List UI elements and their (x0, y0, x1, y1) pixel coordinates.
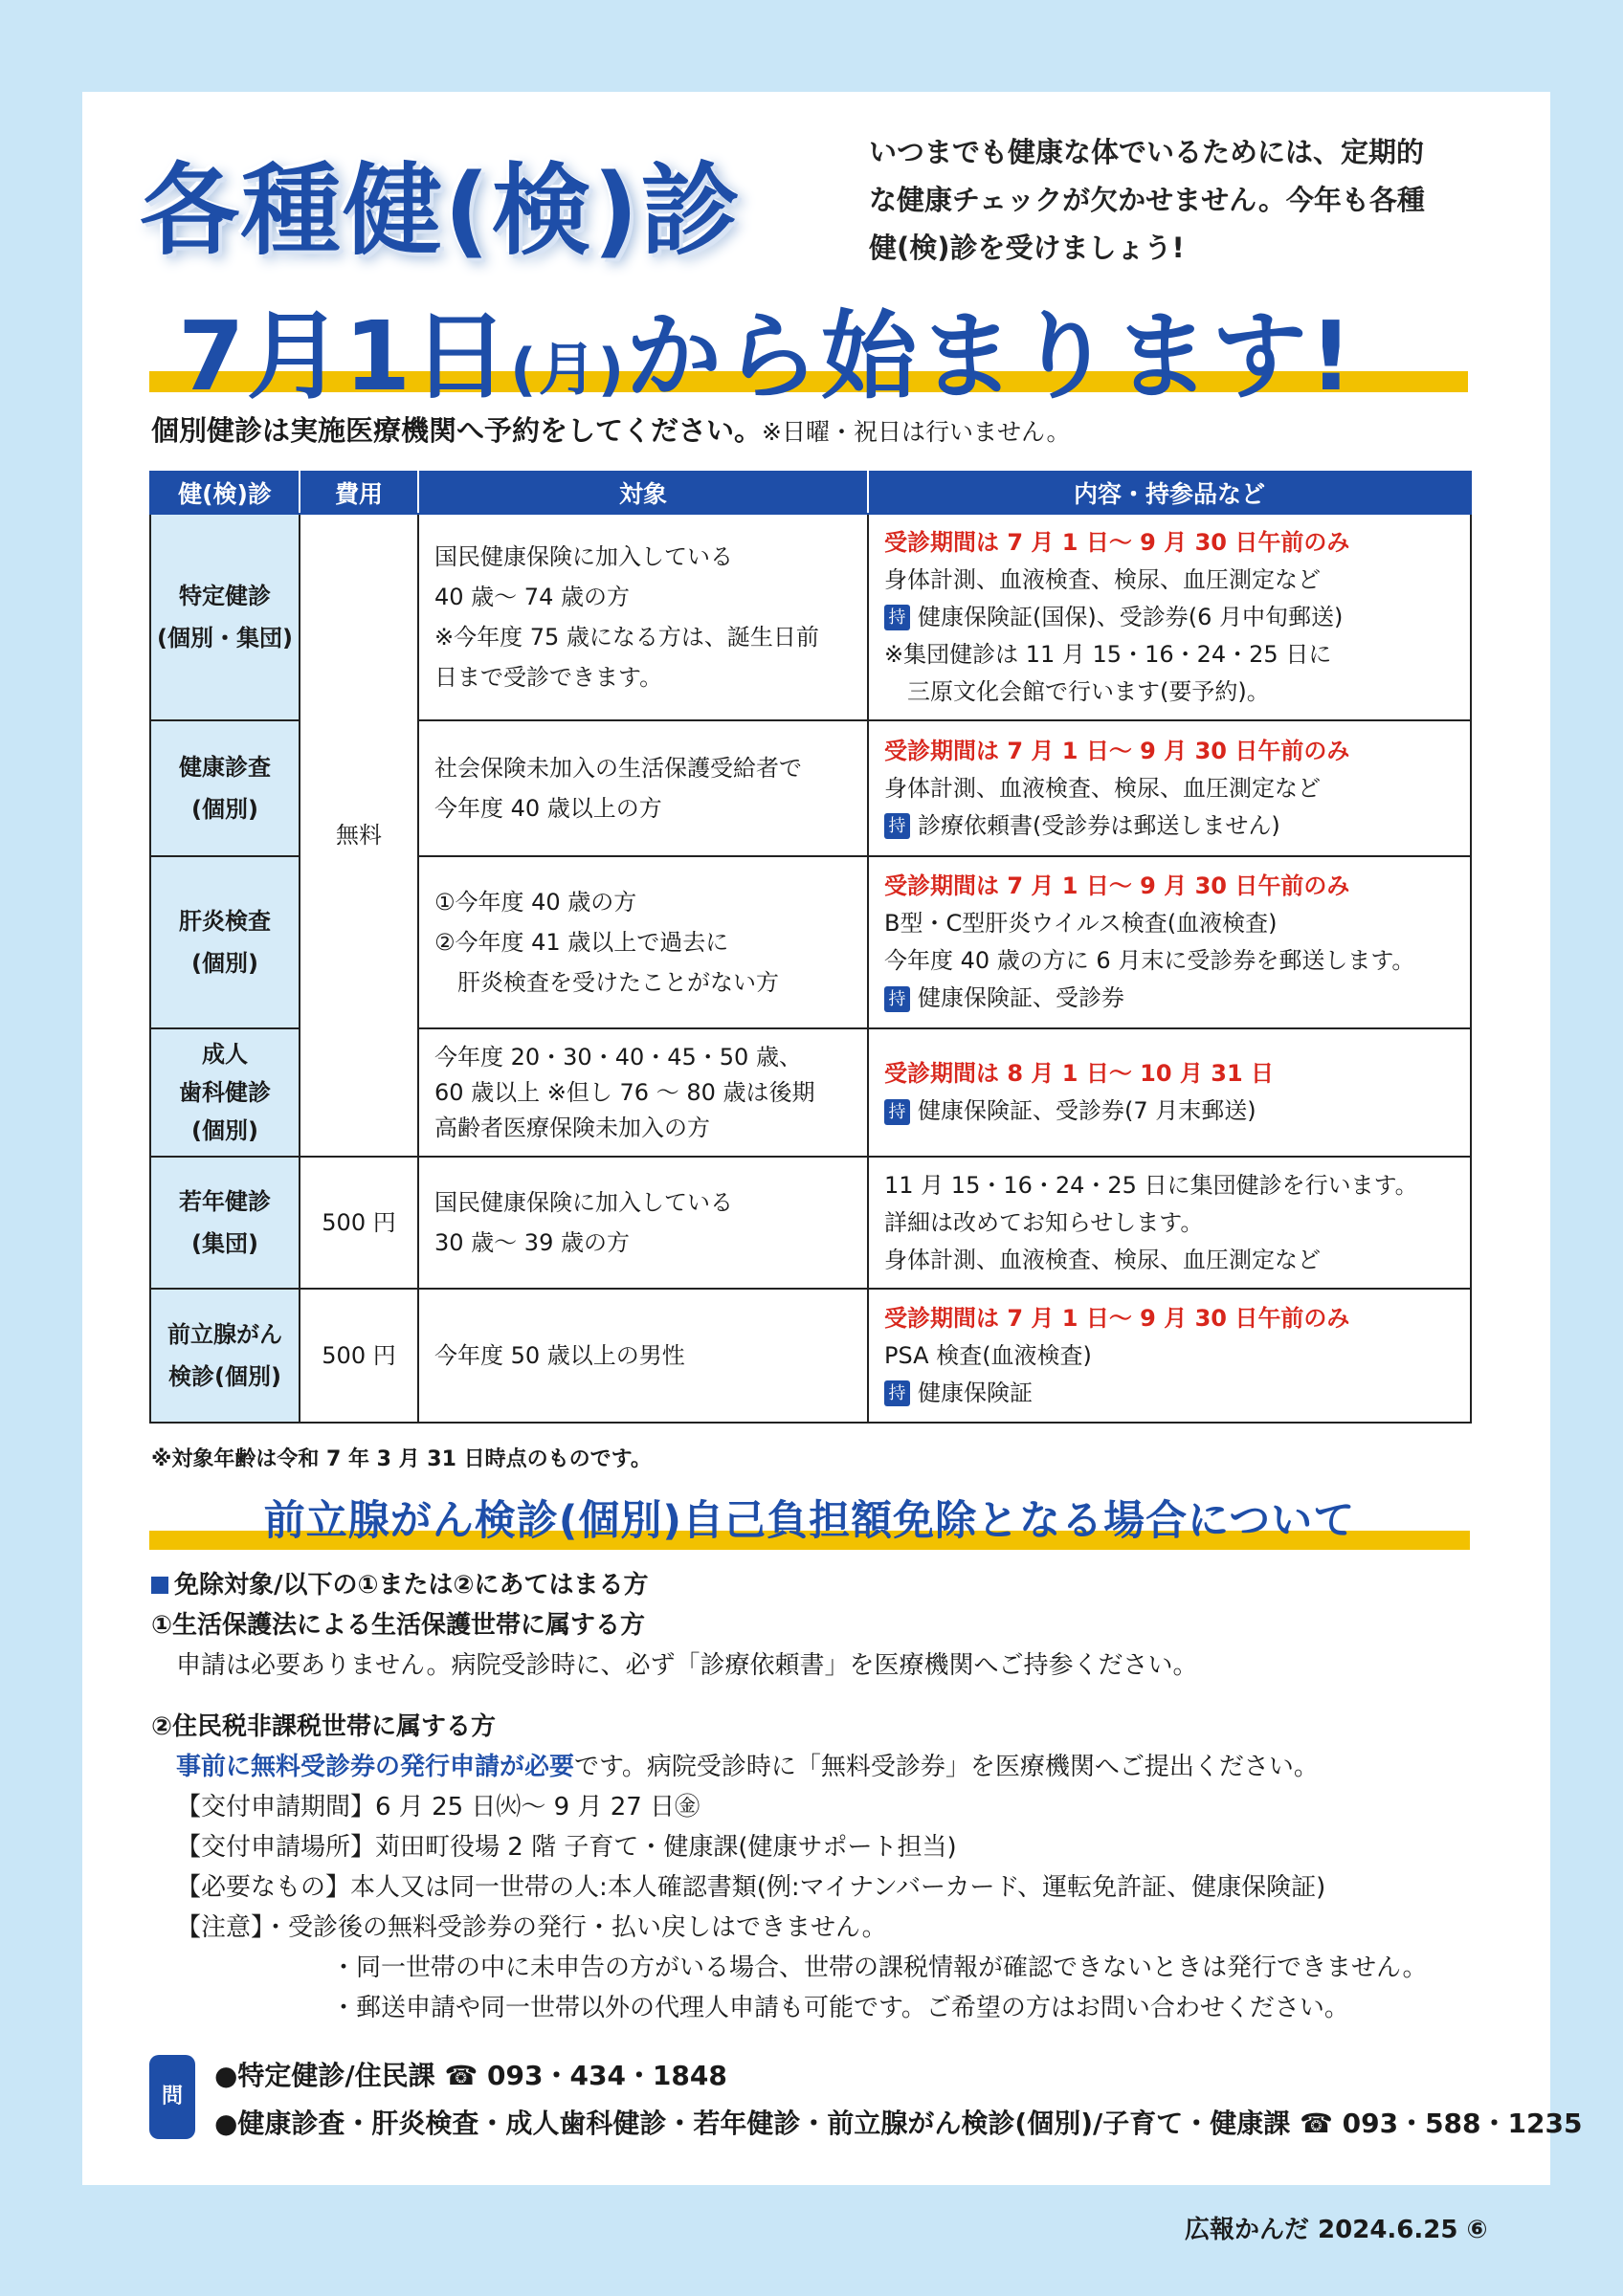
checkup-name-line: (個別) (191, 1117, 258, 1144)
target-cell (418, 856, 868, 1028)
banner-rest: から始まります! (626, 300, 1355, 412)
checkup-name-line: 成人 (202, 1041, 248, 1068)
exam-period: 受診期間は 7 月 1 日〜 9 月 30 日午前のみ (884, 528, 1350, 556)
content-cell (868, 856, 1471, 1028)
checkup-name-line: 若年健診 (179, 1188, 271, 1215)
bring-text: 診療依頼書(受診券は郵送しません) (918, 811, 1280, 839)
bring-items (884, 1093, 1455, 1130)
checkup-name-line: 特定健診 (179, 583, 271, 609)
target-line: 今年度 50 歳以上の男性 (434, 1341, 685, 1369)
target-line: ②今年度 41 歳以上で過去に (434, 929, 729, 956)
checkup-name-line: 検診(個別) (168, 1363, 281, 1390)
target-line: 国民健康保険に加入している (434, 543, 733, 570)
target-cell (418, 514, 868, 720)
page-sheet (82, 92, 1583, 2185)
bring-items (884, 1375, 1455, 1412)
bring-icon: 持 (884, 813, 910, 839)
fee-free: 無料 (336, 821, 382, 849)
table-row (150, 1157, 1471, 1289)
table-header-row (150, 472, 1471, 514)
notice-main: 個別健診は実施医療機関へ予約をしてください。 (151, 414, 763, 447)
bring-text: 健康保険証、受診券 (918, 984, 1124, 1011)
case1-text: 申請は必要ありません。病院受診時に、必ず「診療依頼書」を医療機関へご持参ください。 (176, 1651, 1198, 1680)
fee-value: 500 円 (322, 1341, 396, 1369)
column-header: 費用 (300, 472, 418, 514)
checkup-name-line: (個別・集団) (157, 625, 293, 651)
table-row (150, 514, 1471, 720)
content-cell (868, 1157, 1471, 1289)
checkup-name (150, 720, 300, 856)
target-heading: 免除対象/以下の①または②にあてはまる方 (174, 1571, 649, 1600)
exam-content: 詳細は改めてお知らせします。 (884, 1208, 1204, 1236)
contact-line: ●健康診査・肝炎検査・成人歯科健診・若年健診・前立腺がん検診(個別)/子育て・健康課 ☎ 093・588・1235 (214, 2108, 1583, 2139)
bring-icon: 持 (884, 1099, 910, 1125)
bring-items (884, 807, 1455, 845)
fee-value: 500 円 (322, 1208, 396, 1236)
target-line: 今年度 40 歳以上の方 (434, 795, 662, 822)
checkup-name (150, 1157, 300, 1289)
intro-text (869, 128, 1491, 272)
bring-items (884, 980, 1455, 1017)
notice-sub: ※日曜・祝日は行いません。 (762, 418, 1071, 446)
reservation-notice (151, 409, 1070, 449)
target-line: 40 歳〜 74 歳の方 (434, 584, 630, 610)
case2-highlight: 事前に無料受診券の発行申請が必要 (176, 1753, 575, 1781)
intro-line: いつまでも健康な体でいるためには、定期的 (869, 136, 1425, 168)
target-line: 国民健康保険に加入している (434, 1189, 733, 1216)
column-header: 対象 (418, 472, 868, 514)
target-line: ※今年度 75 歳になる方は、誕生日前 (434, 624, 819, 651)
target-cell (418, 1028, 868, 1157)
target-line: 今年度 20・30・40・45・50 歳、 (434, 1043, 802, 1071)
content-cell (868, 1289, 1471, 1423)
application-period: 【交付申請期間】6 月 25 日㈫〜 9 月 27 日㊎ (176, 1793, 700, 1821)
contact-line: ●特定健診/住民課 ☎ 093・434・1848 (214, 2060, 727, 2091)
checkup-name-line: 肝炎検査 (179, 908, 271, 935)
fee-cell (300, 514, 418, 1157)
exam-content: 身体計測、血液検査、検尿、血圧測定など (884, 774, 1321, 802)
checkup-name-line: (個別) (191, 796, 258, 823)
exam-content: 身体計測、血液検査、検尿、血圧測定など (884, 565, 1321, 593)
banner-date: 7月1日 (178, 300, 511, 412)
checkup-name-line: 歯科健診 (179, 1079, 271, 1106)
section-title: 前立腺がん検診(個別)自己負担額免除となる場合について (263, 1497, 1356, 1545)
application-place: 【交付申請場所】苅田町役場 2 階 子育て・健康課(健康サポート担当) (176, 1833, 957, 1862)
target-line: 60 歳以上 ※但し 76 〜 80 歳は後期 (434, 1078, 815, 1106)
fee-cell (300, 1289, 418, 1423)
exam-content: PSA 検査(血液検査) (884, 1341, 1092, 1369)
target-cell (418, 720, 868, 856)
case2-body: です。病院受診時に「無料受診券」を医療機関へご提出ください。 (574, 1753, 1319, 1781)
square-bullet-icon (151, 1577, 168, 1594)
exam-content: 身体計測、血液検査、検尿、血圧測定など (884, 1246, 1321, 1273)
inquiry-badge: 問 (149, 2055, 195, 2139)
age-footnote: ※対象年齢は令和 7 年 3 月 31 日時点のものです。 (151, 1447, 652, 1471)
exam-content: 11 月 15・16・24・25 日に集団健診を行います。 (884, 1171, 1418, 1199)
checkup-name-line: (集団) (191, 1230, 258, 1257)
bring-text: 健康保険証 (918, 1379, 1033, 1406)
bring-icon: 持 (884, 986, 910, 1012)
exam-period: 受診期間は 8 月 1 日〜 10 月 31 日 (884, 1060, 1275, 1087)
checkup-name (150, 514, 300, 720)
fee-cell (300, 1157, 418, 1289)
checkup-name-line: 健康診査 (179, 754, 271, 781)
target-line: 日まで受診できます。 (434, 664, 663, 691)
exam-period: 受診期間は 7 月 1 日〜 9 月 30 日午前のみ (884, 1304, 1350, 1332)
bring-items (884, 599, 1455, 636)
column-header: 内容・持参品など (868, 472, 1471, 514)
start-date-banner (178, 279, 1518, 417)
exam-period: 受診期間は 7 月 1 日〜 9 月 30 日午前のみ (884, 737, 1350, 764)
target-line: 高齢者医療保険未加入の方 (434, 1114, 710, 1141)
case2-text (151, 1747, 1491, 1787)
exam-content: B型・C型肝炎ウイルス検査(血液検査) (884, 910, 1278, 937)
required-items: 【必要なもの】本人又は同一世帯の人:本人確認書類(例:マイナンバーカード、運転免許証、健康保険証) (176, 1873, 1326, 1902)
checkup-name (150, 1289, 300, 1423)
target-line: 30 歳〜 39 歳の方 (434, 1229, 630, 1256)
column-header: 健(検)診 (150, 472, 300, 514)
caution-item: ・受診後の無料受診券の発行・払い戻しはできません。 (263, 1913, 887, 1942)
page-footer: 広報かんだ 2024.6.25 ⑥ (1185, 2216, 1488, 2244)
exam-content: 今年度 40 歳の方に 6 月末に受診券を郵送します。 (884, 947, 1415, 974)
checkup-name-line: 前立腺がん (167, 1321, 282, 1348)
bring-icon: 持 (884, 1380, 910, 1406)
checkup-name (150, 856, 300, 1028)
bring-icon: 持 (884, 605, 910, 630)
exam-period: 受診期間は 7 月 1 日〜 9 月 30 日午前のみ (884, 872, 1350, 899)
caution-item: ・同一世帯の中に未申告の方がいる場合、世帯の課税情報が確認できないときは発行できません。 (331, 1954, 1428, 1982)
caution-label: 【注意】 (176, 1913, 264, 1942)
target-cell (418, 1157, 868, 1289)
checkup-name-line: (個別) (191, 950, 258, 977)
intro-line: な健康チェックが欠かせません。今年も各種 (869, 184, 1425, 216)
note-line: 三原文化会館で行います(要予約)。 (907, 677, 1270, 705)
caution-line (151, 1908, 1491, 1948)
target-cell (418, 1289, 868, 1423)
exemption-target (151, 1565, 1491, 1605)
target-line: 肝炎検査を受けたことがない方 (457, 969, 779, 996)
case2-title: ②住民税非課税世帯に属する方 (151, 1712, 497, 1741)
content-cell (868, 720, 1471, 856)
spacer (151, 1686, 1491, 1707)
target-line: ①今年度 40 歳の方 (434, 889, 637, 916)
target-line: 社会保険未加入の生活保護受給者で (434, 755, 802, 782)
checkup-name (150, 1028, 300, 1157)
checkup-table (149, 471, 1472, 1424)
intro-line: 健(検)診を受けましょう! (869, 232, 1185, 264)
caution-item: ・郵送申請や同一世帯以外の代理人申請も可能です。ご希望の方はお問い合わせください。 (331, 1994, 1349, 2022)
content-cell (868, 514, 1471, 720)
note-line: ※集団健診は 11 月 15・16・24・25 日に (884, 640, 1332, 668)
content-cell (868, 1028, 1471, 1157)
table-row (150, 1289, 1471, 1423)
page-title: 各種健(検)診 (140, 152, 743, 269)
exemption-details (151, 1565, 1491, 2028)
bring-text: 健康保険証、受診券(7 月末郵送) (918, 1097, 1256, 1124)
banner-weekday: (月) (510, 337, 627, 404)
bring-text: 健康保険証(国保)、受診券(6 月中旬郵送) (918, 603, 1344, 630)
case1-title: ①生活保護法による生活保護世帯に属する方 (151, 1611, 646, 1640)
